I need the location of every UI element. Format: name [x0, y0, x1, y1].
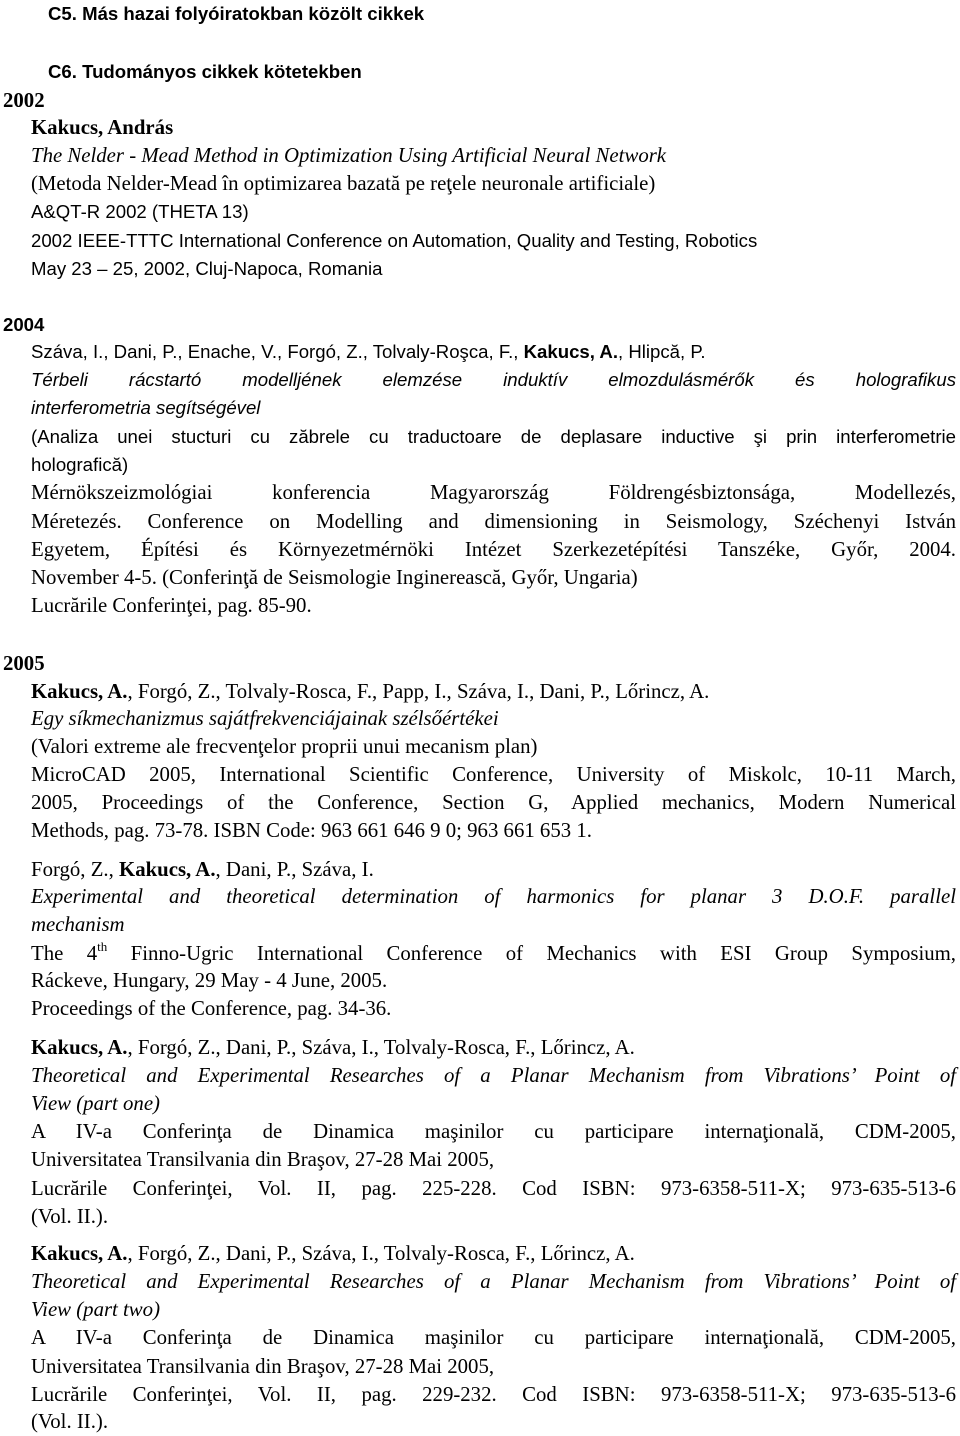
- entry-title-line: View (part two): [31, 1298, 161, 1321]
- entry-authors: Kakucs, András: [31, 116, 174, 139]
- entry-title-line: Theoretical and Experimental Researches of a Planar Mechanism from Vibrations’ Point of: [31, 1270, 956, 1293]
- entry-pages-line: Lucrările Conferinţei, Vol. II, pag. 229-232. Cod ISBN: 973-6358-511-X; 973-635-513-6: [31, 1383, 956, 1406]
- venue-prefix: The 4: [31, 942, 98, 965]
- entry-title: Egy síkmechanizmus sajátfrekvenciájainak szélsőértékei: [31, 707, 499, 730]
- entry-pages: Lucrările Conferinţei, pag. 85-90.: [31, 594, 312, 617]
- entry-authors: [31, 858, 374, 882]
- entry-title-line: Theoretical and Experimental Researches of a Planar Mechanism from Vibrations’ Point of: [31, 1064, 956, 1087]
- entry-venue-line: 2005, Proceedings of the Conference, Section G, Applied mechanics, Modern Numerical: [31, 791, 956, 814]
- entry-pages-line: Lucrările Conferinţei, Vol. II, pag. 225-228. Cod ISBN: 973-6358-511-X; 973-635-513-6: [31, 1177, 956, 1200]
- year-heading-2005: 2005: [3, 652, 45, 675]
- entry-title: The Nelder - Mead Method in Optimization Using Artificial Neural Network: [31, 144, 667, 167]
- section-heading-c6: C6. Tudományos cikkek kötetekben: [48, 61, 362, 82]
- entry-authors: [31, 340, 706, 364]
- author-highlight: Kakucs, A.: [31, 1036, 128, 1059]
- entry-title-line: Experimental and theoretical determination of harmonics for planar 3 D.O.F. parallel: [31, 885, 956, 908]
- entry-authors: [31, 1036, 635, 1060]
- section-heading-c5: C5. Más hazai folyóiratokban közölt cikkek: [48, 3, 425, 24]
- author-highlight: Kakucs, A.: [119, 858, 216, 881]
- entry-venue-line: Mérnökszeizmológiai konferencia Magyarország Földrengésbiztonsága, Modellezés,: [31, 481, 956, 504]
- entry-title-line: interferometria segítségével: [31, 397, 261, 418]
- entry-translation: (Metoda Nelder-Mead în optimizarea bazată pe reţele neuronale artificiale): [31, 172, 656, 195]
- entry-venue-line: Egyetem, Építési és Környezetmérnöki Intézet Szerkezetépítési Tanszéke, Győr, 2004.: [31, 538, 956, 561]
- entry-translation-line: (Analiza unei stucturi cu zăbrele cu traductoare de deplasare inductive şi prin interferometrie: [31, 426, 956, 447]
- entry-venue-line: Ráckeve, Hungary, 29 May - 4 June, 2005.: [31, 969, 388, 992]
- year-heading-2002: 2002: [3, 89, 45, 112]
- entry-venue-line: Universitatea Transilvania din Braşov, 27-28 Mai 2005,: [31, 1355, 495, 1378]
- entry-translation: (Valori extreme ale frecvenţelor proprii unui mecanism plan): [31, 735, 538, 758]
- authors-text: Száva, I., Dani, P., Enache, V., Forgó, Z., Tolvaly-Roşca, F.,: [31, 341, 524, 362]
- entry-venue-line: A IV-a Conferinţa de Dinamica maşinilor cu participare internaţională, CDM-2005,: [31, 1326, 956, 1349]
- authors-text: , Hlipcă, P.: [618, 341, 706, 362]
- authors-text: , Forgó, Z., Dani, P., Száva, I., Tolvaly-Rosca, F., Lőrincz, A.: [127, 1036, 635, 1059]
- entry-venue-line: Universitatea Transilvania din Braşov, 27-28 Mai 2005,: [31, 1148, 495, 1171]
- entry-pages-line: (Vol. II.).: [31, 1410, 109, 1433]
- author-highlight: Kakucs, A.: [523, 341, 619, 362]
- entry-translation-line: holografică): [31, 454, 129, 475]
- entry-venue-line: November 4-5. (Conferinţă de Seismologie Inginerească, Győr, Ungaria): [31, 566, 638, 589]
- entry-date-place: May 23 – 25, 2002, Cluj-Napoca, Romania: [31, 258, 383, 279]
- entry-title-line: mechanism: [31, 913, 125, 936]
- ordinal-superscript: th: [97, 939, 108, 954]
- authors-text: Forgó, Z.,: [31, 858, 120, 881]
- entry-authors: [31, 1242, 635, 1266]
- author-highlight: Kakucs, A.: [31, 680, 128, 703]
- authors-text: , Dani, P., Száva, I.: [215, 858, 374, 881]
- entry-venue-line: Méretezés. Conference on Modelling and dimensioning in Seismology, Széchenyi István: [31, 510, 956, 533]
- entry-pages-line: (Vol. II.).: [31, 1205, 109, 1228]
- entry-venue-code: A&QT-R 2002 (THETA 13): [31, 201, 249, 222]
- entry-authors: [31, 680, 709, 704]
- entry-venue-line: MicroCAD 2005, International Scientific Conference, University of Miskolc, 10-11 March,: [31, 763, 956, 786]
- entry-venue-line: [31, 939, 956, 966]
- year-heading-2004: 2004: [3, 314, 45, 335]
- entry-venue-line: Methods, pag. 73-78. ISBN Code: 963 661 646 9 0; 963 661 653 1.: [31, 819, 592, 842]
- entry-pages: Proceedings of the Conference, pag. 34-36.: [31, 997, 392, 1020]
- venue-suffix: Finno-Ugric International Conference of Mechanics with ESI Group Symposium,: [107, 942, 956, 965]
- authors-text: , Forgó, Z., Dani, P., Száva, I., Tolvaly-Rosca, F., Lőrincz, A.: [127, 1242, 635, 1265]
- authors-text: , Forgó, Z., Tolvaly-Rosca, F., Papp, I., Száva, I., Dani, P., Lőrincz, A.: [127, 680, 710, 703]
- entry-title-line: View (part one): [31, 1092, 160, 1115]
- entry-venue-line: A IV-a Conferinţa de Dinamica maşinilor cu participare internaţională, CDM-2005,: [31, 1120, 956, 1143]
- venue-text: [31, 939, 956, 965]
- entry-title-line: Térbeli rácstartó modelljének elemzése induktív elmozdulásmérők és holografikus: [31, 369, 956, 390]
- entry-conference: 2002 IEEE-TTTC International Conference on Automation, Quality and Testing, Robotics: [31, 230, 758, 251]
- author-highlight: Kakucs, A.: [31, 1242, 128, 1265]
